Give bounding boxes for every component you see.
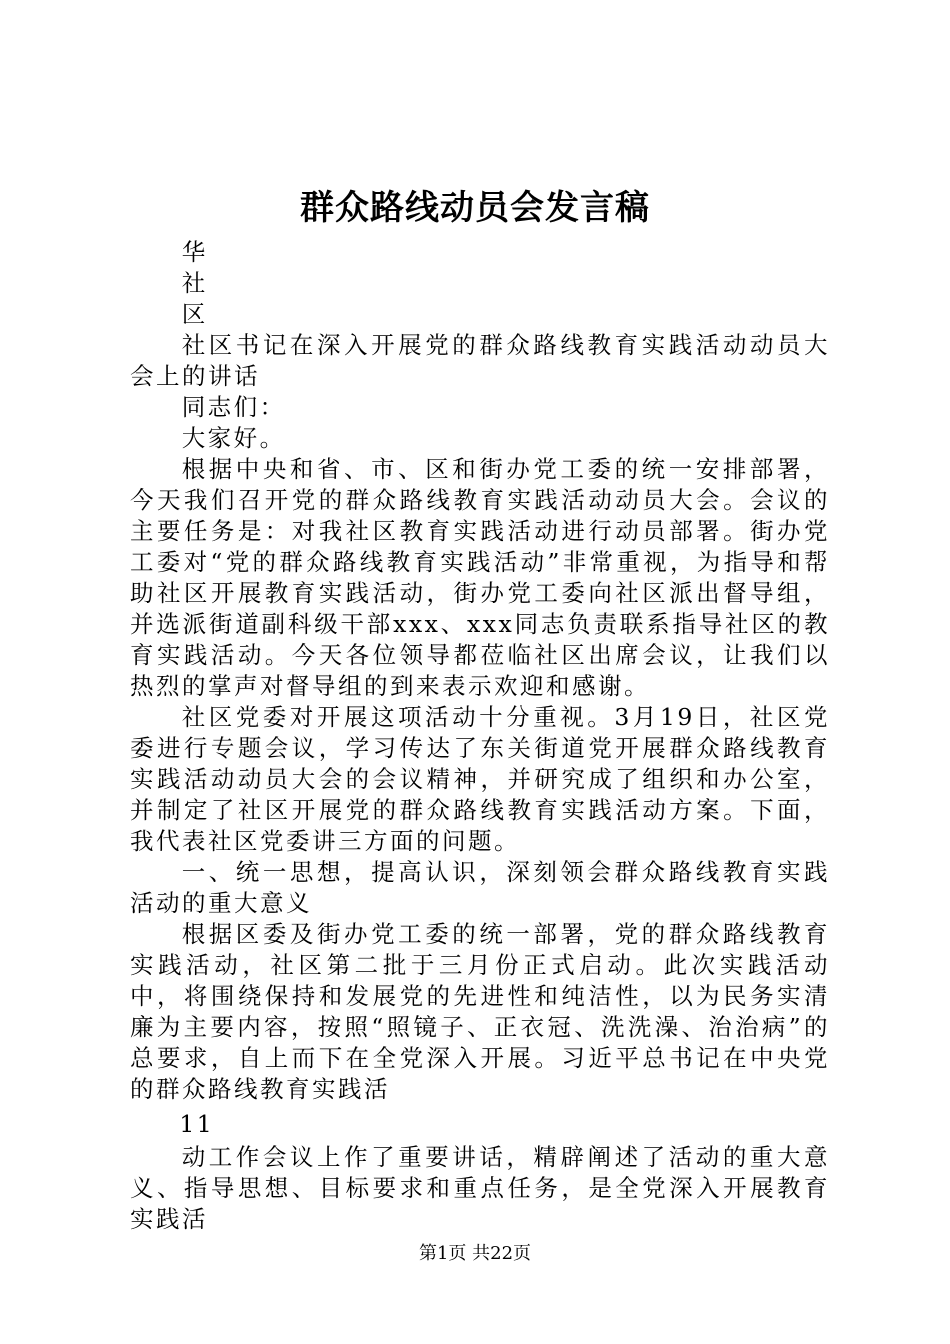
paragraph: 社 (181, 269, 208, 297)
paragraph: 社区书记在深入开展党的群众路线教育实践活动动员大会上的讲话 (130, 331, 830, 390)
inline-page-number: 11 (179, 1110, 215, 1138)
paragraph: 区 (181, 300, 208, 328)
paragraph: 一、统一思想，提高认识，深刻领会群众路线教育实践活动的重大意义 (130, 858, 830, 917)
paragraph: 大家好。 (181, 424, 286, 452)
paragraph: 同志们： (181, 393, 286, 421)
paragraph: 根据中央和省、市、区和街办党工委的统一安排部署，今天我们召开党的群众路线教育实践活动动员大会。会议的主要任务是：对我社区教育实践活动进行动员部署。街办党工委对“党的群众路线教育实践活动”非常重视，为指导和帮助社区开展教育实践活动，街办党工委向社区派出督导组，并选派街道副科级干部xxx、xxx同志负责联系指导社区的教育实践活动。今天各位领导都莅临社区出席会议，让我们以热烈的掌声对督导组的到来表示欢迎和感谢。 (130, 455, 830, 700)
paragraph: 社区党委对开展这项活动十分重视。3月19日，社区党委进行专题会议，学习传达了东关街道党开展群众路线教育实践活动动员大会的会议精神，并研究成了组织和办公室，并制定了社区开展党的群众路线教育实践活动方案。下面，我代表社区党委讲三方面的问题。 (130, 703, 830, 855)
paragraph: 动工作会议上作了重要讲话，精辟阐述了活动的重大意义、指导思想、目标要求和重点任务，是全党深入开展教育实践活 (130, 1143, 830, 1233)
paragraph: 根据区委及街办党工委的统一部署，党的群众路线教育实践活动，社区第二批于三月份正式启动。此次实践活动中，将围绕保持和发展党的先进性和纯洁性，以为民务实清廉为主要内容，按照“照镜子、正衣冠、洗洗澡、治治病”的总要求，自上而下在全党深入开展。习近平总书记在中央党的群众路线教育实践活 (130, 920, 830, 1103)
paragraph: 华 (181, 238, 208, 266)
document-body (130, 237, 830, 1235)
page-footer: 第1页 共22页 (418, 1243, 532, 1264)
document-title: 群众路线动员会发言稿 (300, 188, 650, 228)
